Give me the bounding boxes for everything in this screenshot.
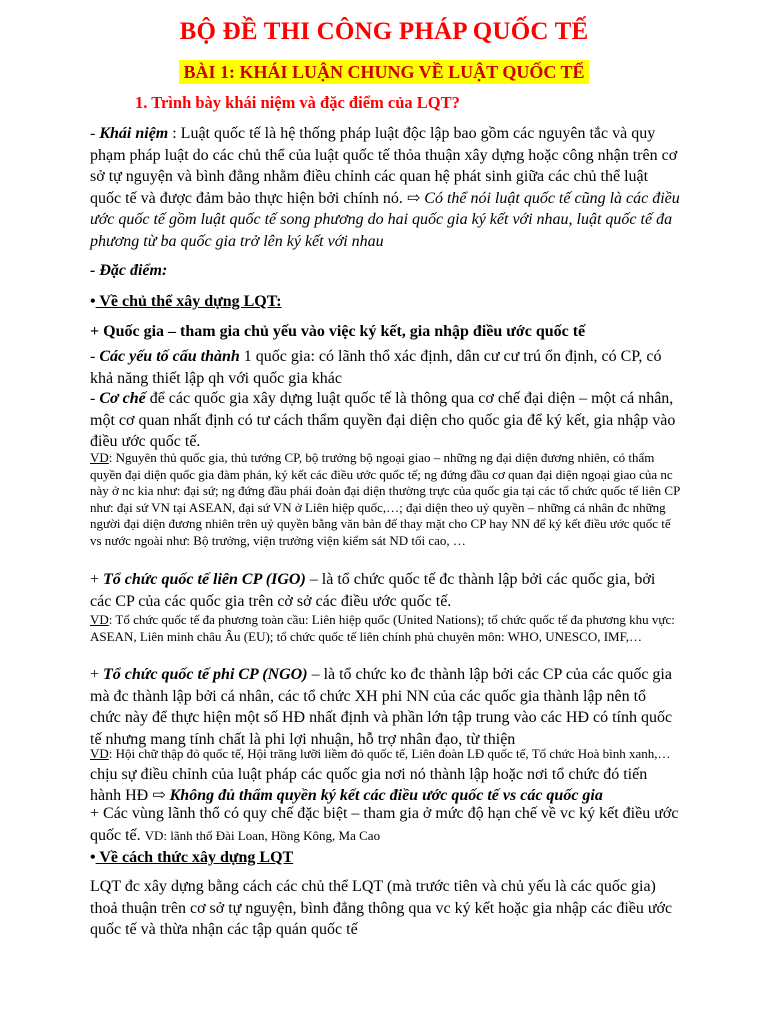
example-label: VD xyxy=(90,746,109,761)
lesson-heading-wrap xyxy=(0,60,768,84)
constituent-text: 1 quốc gia: có lãnh thổ xác định, dân cư cư trú ổn định, có CP, có khả năng thiết lập qh với quốc gia khác xyxy=(90,348,662,387)
igo-text: – là tổ chức quốc tế đc thành lập bởi các quốc gia, bởi các CP của các quốc gia trên cở sở các điều ước quốc tế. xyxy=(90,571,656,610)
definition-paragraph xyxy=(90,123,680,252)
definition-italic-text: Có thể nói luật quốc tế cũng là các điều ước quốc tế gồm luật quốc tế song phương do hai quốc gia ký kết với nhau, luật quốc tế đa phương từ ba quốc gia trở lên ký kết với nhau xyxy=(90,189,680,250)
ngo-text: – là tổ chức ko đc thành lập bởi các CP của các quốc gia mà đc thành lập bởi cá nhân, các tổ chức XH phi NN của các quốc gia thành lập nên tổ chức này để thực hiện một số HĐ nhất định và phần lớn tập trung vào các HĐ có tính quốc tế nhưng mang tính chất là phi lợi nhuận, hỗ trợ nhân đạo, từ thiện xyxy=(90,666,673,748)
example-small-text: : Hội chữ thập đỏ quốc tế, Hội trăng lưỡi liềm đỏ quốc tế, Liên đoàn LĐ quốc tế, Tổ chức Hoà bình xanh,… xyxy=(108,746,671,761)
bullet-icon: • xyxy=(90,849,96,866)
question-heading: 1. Trình bày khái niệm và đặc điểm của LQT? xyxy=(135,93,460,112)
ngo-paragraph xyxy=(90,664,680,750)
example-label: VD xyxy=(90,450,109,465)
document-title: BỘ ĐỀ THI CÔNG PHÁP QUỐC TẾ xyxy=(179,18,589,45)
igo-paragraph xyxy=(90,569,680,612)
example-igo xyxy=(90,612,680,645)
section-methods-heading xyxy=(90,847,680,869)
territories-example: VD: lãnh thổ Đài Loan, Hồng Kông, Ma Cao xyxy=(144,827,381,843)
section-subjects-heading xyxy=(90,291,680,313)
constituent-elements-paragraph xyxy=(90,346,680,389)
definition-text: : Luật quốc tế là hệ thống pháp luật độc lập bao gồm các nguyên tắc và quy phạm pháp luật do các chủ thể của luật quốc tế thỏa thuận xây dựng hoặc công nhận trên cơ sở tự nguyện và bình đẳng nhằm điều chỉnh các quan hệ phát sinh giữa các chủ thể luật quốc tế và được đảm bảo thực hiện bởi chính nó. xyxy=(90,125,678,207)
mechanism-label: Cơ chế xyxy=(99,390,146,407)
example-ngo xyxy=(90,743,680,806)
territories-text: + Các vùng lãnh thổ có quy chế đặc biệt – tham gia ở mức độ hạn chế về vc ký kết điều ước quốc tế. xyxy=(90,805,679,844)
constituent-dash: - xyxy=(90,348,100,365)
lesson-heading: BÀI 1: KHÁI LUẬN CHUNG VỀ LUẬT QUỐC TẾ xyxy=(179,60,588,84)
state-heading: + Quốc gia – tham gia chủ yếu vào việc ký kết, gia nhập điều ước quốc tế xyxy=(90,323,586,340)
bullet-icon: • xyxy=(90,293,96,310)
features-heading: - Đặc điểm: xyxy=(90,262,168,279)
example-conclusion: Không đủ thẩm quyền ký kết các điều ước quốc tế vs các quốc gia xyxy=(165,787,603,804)
methods-paragraph: LQT đc xây dựng bằng cách các chủ thể LQT (mà trước tiên và chủ yếu là các quốc gia) thoả thuận trên cơ sở tự nguyện, bình đẳng thông qua vc ký kết hoặc gia nhập các điều ước quốc tế và thừa nhận các tập quán quốc tế xyxy=(90,878,673,938)
example-label: VD xyxy=(90,612,109,627)
mechanism-text: để các quốc gia xây dựng luật quốc tế là thông qua cơ chế đại diện – một cá nhân, một cơ quan nhất định có tư cách thẩm quyền đại diện cho quốc gia để ký kết, gia nhập vào điều ước quốc tế. xyxy=(90,390,676,450)
definition-label: Khái niệm xyxy=(99,125,169,142)
definition-dash: - xyxy=(90,125,100,142)
ngo-label: Tổ chức quốc tế phi CP (NGO) xyxy=(103,666,308,683)
example-big-text: chịu sự điều chỉnh của luật pháp các quốc gia nơi nó thành lập hoặc nơi tổ chức đó tiến hành HĐ xyxy=(90,766,648,804)
mechanism-dash: - xyxy=(90,390,100,407)
arrow-icon: ⇨ xyxy=(152,787,166,804)
example-representatives xyxy=(90,450,680,549)
section-subjects-label: Về chủ thể xây dựng LQT: xyxy=(95,293,282,310)
section-methods-label: Về cách thức xây dựng LQT xyxy=(95,849,294,866)
ngo-plus: + xyxy=(90,666,104,683)
constituent-label: Các yếu tố cấu thành xyxy=(99,348,240,365)
mechanism-paragraph xyxy=(90,388,680,453)
arrow-icon: ⇨ xyxy=(406,189,421,207)
example-text: : Nguyên thủ quốc gia, thủ tướng CP, bộ trưởng bộ ngoại giao – những ng đại diện đương nhiên, có thẩm quyền đại diện quốc gia đàm phán, ký kết các điều ước quốc tế; ng đứng đầu cơ quan đại diện ngoại giao của nc này ở nc kia như: đại sứ; ng đứng đầu phái đoàn đại diện thường trực của quốc gia tại các tổ chức quốc tế liên CP như: đại sứ VN tại ASEAN, đại sứ VN ở Liên hiệp quốc,…; đại diện theo uỷ quyền – những cá nhân đc những người đại diện đương nhiên trên uỷ quyền bằng văn bản để thay mặt cho CP hay NN để ký kết điều ước quốc tế vs nước ngoài như: Bộ trưởng, viện trưởng viện kiểm sát ND tối cao, … xyxy=(90,450,680,548)
special-territories-paragraph xyxy=(90,803,680,846)
igo-label: Tổ chức quốc tế liên CP (IGO) xyxy=(103,571,306,588)
igo-plus: + xyxy=(90,571,104,588)
example-text: : Tổ chức quốc tế đa phương toàn cầu: Liên hiệp quốc (United Nations); tổ chức quốc tế đa phương khu vực: ASEAN, Liên minh châu Âu (EU); tổ chức quốc tế liên chính phủ chuyên môn: WHO, UNESCO, IMF,… xyxy=(90,612,675,644)
